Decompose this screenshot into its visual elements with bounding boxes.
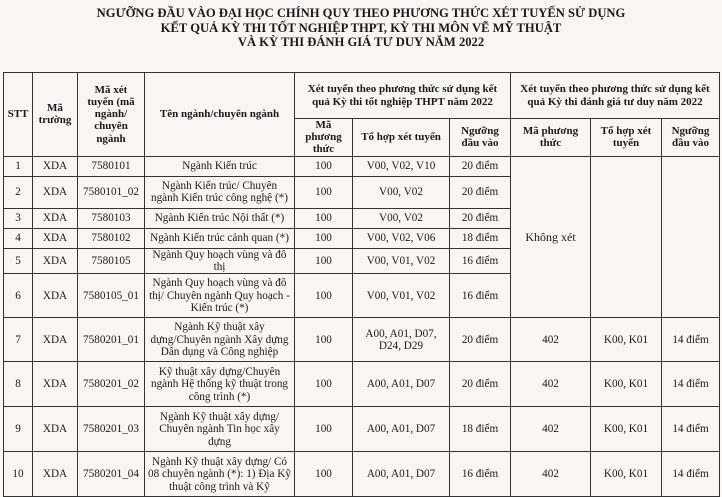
cell-major-name: Ngành Quy hoạch vùng và đô thị bbox=[145, 248, 295, 274]
not-considered-note: Không xét bbox=[511, 156, 591, 318]
table-row bbox=[4, 452, 720, 497]
header-major-name: Tên ngành/chuyên ngành bbox=[145, 73, 295, 157]
cell-method-code: 100 bbox=[295, 407, 353, 452]
cell-threshold: 18 điểm bbox=[450, 407, 511, 452]
cell-method-code-tsa: 402 bbox=[511, 318, 591, 362]
cell-method-code-tsa: 402 bbox=[511, 362, 591, 407]
cell-method-code: 100 bbox=[295, 208, 353, 228]
cell-school-code: XDA bbox=[33, 176, 78, 208]
cell-subject-combo: V00, V02 bbox=[353, 208, 450, 228]
cell-school-code: XDA bbox=[33, 452, 78, 497]
cell-major-name: Ngành Kiến trúc bbox=[145, 156, 295, 176]
cell-subject-combo: A00, A01, D07, D24, D29 bbox=[353, 318, 450, 362]
cell-stt: 2 bbox=[4, 176, 33, 208]
title-line: KẾT QUẢ KỲ THI TỐT NGHIỆP THPT, KỲ THI MÔN VẼ MỸ THUẬT bbox=[160, 20, 562, 35]
cell-threshold-tsa: 14 điểm bbox=[662, 407, 720, 452]
header-subject-combo: Tổ hợp xét tuyển bbox=[591, 119, 662, 157]
table-row bbox=[4, 362, 720, 407]
cell-school-code: XDA bbox=[33, 208, 78, 228]
cell-school-code: XDA bbox=[33, 318, 78, 362]
cell-subject-combo: V00, V02, V06 bbox=[353, 228, 450, 248]
cell-school-code: XDA bbox=[33, 228, 78, 248]
cell-threshold: 20 điểm bbox=[450, 208, 511, 228]
cell-subject-combo-tsa: K00, K01 bbox=[591, 318, 662, 362]
title-line: NGƯỠNG ĐẦU VÀO ĐẠI HỌC CHÍNH QUY THEO PHƯƠNG THỨC XÉT TUYỂN SỬ DỤNG bbox=[96, 6, 626, 20]
cell-method-code: 100 bbox=[295, 362, 353, 407]
cell-subject-combo: A00, A01, D07 bbox=[353, 407, 450, 452]
header-threshold: Ngưỡng đầu vào bbox=[450, 119, 511, 157]
cell-threshold: 18 điểm bbox=[450, 228, 511, 248]
header-subject-combo: Tổ hợp xét tuyển bbox=[353, 119, 450, 157]
cell-stt: 4 bbox=[4, 228, 33, 248]
cell-subject-combo: V00, V02 bbox=[353, 176, 450, 208]
header-admission-code: Mã xét tuyển (mã ngành/ chuyên ngành bbox=[78, 73, 145, 157]
cell-subject-combo: V00, V02, V10 bbox=[353, 156, 450, 176]
cell-subject-combo: V00, V01, V02 bbox=[353, 248, 450, 274]
cell-stt: 1 bbox=[4, 156, 33, 176]
cell-admission-code: 7580201_04 bbox=[78, 452, 145, 497]
cell-admission-code: 7580102 bbox=[78, 228, 145, 248]
cell-method-code-tsa: 402 bbox=[511, 407, 591, 452]
cell-subject-combo-tsa: K00, K01 bbox=[591, 407, 662, 452]
cell-method-code: 100 bbox=[295, 228, 353, 248]
cell-subject-combo: V00, V01, V02 bbox=[353, 274, 450, 318]
cell-stt: 8 bbox=[4, 362, 33, 407]
cell-subject-combo-tsa: K00, K01 bbox=[591, 362, 662, 407]
cell-threshold-tsa: 14 điểm bbox=[662, 452, 720, 497]
cell-major-name: Ngành Kỹ thuật xây dựng/Chuyên ngành Xây dựng Dân dụng và Công nghiệp bbox=[145, 318, 295, 362]
cell-admission-code: 7580101 bbox=[78, 156, 145, 176]
cell-subject-combo-tsa: K00, K01 bbox=[591, 452, 662, 497]
cell-threshold: 20 điểm bbox=[450, 318, 511, 362]
cell-major-name: Ngành Kỹ thuật xây dựng/ Có 08 chuyên ngành (*): 1) Địa Kỹ thuật công trình và Kỹ bbox=[145, 452, 295, 497]
cell-stt: 7 bbox=[4, 318, 33, 362]
cell-major-name: Ngành Kiến trúc cảnh quan (*) bbox=[145, 228, 295, 248]
header-stt: STT bbox=[4, 73, 33, 157]
cell-admission-code: 7580201_01 bbox=[78, 318, 145, 362]
cell-major-name: Kỹ thuật xây dựng/Chuyên ngành Hệ thống kỹ thuật trong công trình (*) bbox=[145, 362, 295, 407]
cell-school-code: XDA bbox=[33, 362, 78, 407]
document-title bbox=[0, 6, 722, 50]
cell-stt: 10 bbox=[4, 452, 33, 497]
cell-method-code: 100 bbox=[295, 176, 353, 208]
table-row bbox=[4, 156, 720, 176]
cell-threshold-tsa: 14 điểm bbox=[662, 362, 720, 407]
table-row bbox=[4, 318, 720, 362]
cell-method-code: 100 bbox=[295, 274, 353, 318]
table-row bbox=[4, 407, 720, 452]
header-group-thpt: Xét tuyển theo phương thức sử dụng kết quả Kỳ thi tốt nghiệp THPT năm 2022 bbox=[295, 73, 511, 119]
cell-threshold-tsa: 14 điểm bbox=[662, 318, 720, 362]
cell-school-code: XDA bbox=[33, 274, 78, 318]
cell-school-code: XDA bbox=[33, 407, 78, 452]
cell-method-code: 100 bbox=[295, 452, 353, 497]
cell-stt: 6 bbox=[4, 274, 33, 318]
cell-admission-code: 7580105 bbox=[78, 248, 145, 274]
header-method-code: Mã phương thức bbox=[511, 119, 591, 157]
cell-admission-code: 7580201_02 bbox=[78, 362, 145, 407]
empty-cell bbox=[591, 156, 662, 318]
cell-subject-combo: A00, A01, D07 bbox=[353, 362, 450, 407]
cell-major-name: Ngành Quy hoạch vùng và đô thị/ Chuyên ngành Quy hoạch - Kiến trúc (*) bbox=[145, 274, 295, 318]
cell-threshold: 20 điểm bbox=[450, 176, 511, 208]
cell-major-name: Ngành Kiến trúc/ Chuyên ngành Kiến trúc công nghệ (*) bbox=[145, 176, 295, 208]
cell-method-code: 100 bbox=[295, 156, 353, 176]
cell-method-code: 100 bbox=[295, 318, 353, 362]
header-group-tsa: Xét tuyển theo phương thức sử dụng kết quả Kỳ thi đánh giá tư duy năm 2022 bbox=[511, 73, 720, 119]
cell-stt: 3 bbox=[4, 208, 33, 228]
cell-stt: 9 bbox=[4, 407, 33, 452]
cell-school-code: XDA bbox=[33, 248, 78, 274]
cell-school-code: XDA bbox=[33, 156, 78, 176]
cell-major-name: Ngành Kiến trúc Nội thất (*) bbox=[145, 208, 295, 228]
cell-threshold: 20 điểm bbox=[450, 156, 511, 176]
cell-major-name: Ngành Kỹ thuật xây dựng/ Chuyên ngành Tin học xây dựng bbox=[145, 407, 295, 452]
header-threshold: Ngưỡng đầu vào bbox=[662, 119, 720, 157]
title-line: VÀ KỲ THI ĐÁNH GIÁ TƯ DUY NĂM 2022 bbox=[237, 35, 485, 49]
cell-admission-code: 7580103 bbox=[78, 208, 145, 228]
header-method-code: Mã phương thức bbox=[295, 119, 353, 157]
cell-admission-code: 7580105_01 bbox=[78, 274, 145, 318]
admissions-table bbox=[3, 72, 720, 497]
empty-cell bbox=[662, 156, 720, 318]
cell-threshold: 16 điểm bbox=[450, 248, 511, 274]
cell-threshold: 20 điểm bbox=[450, 362, 511, 407]
cell-admission-code: 7580201_03 bbox=[78, 407, 145, 452]
header-school-code: Mã trường bbox=[33, 73, 78, 157]
cell-stt: 5 bbox=[4, 248, 33, 274]
cell-subject-combo: A00, A01, D07 bbox=[353, 452, 450, 497]
cell-method-code-tsa: 402 bbox=[511, 452, 591, 497]
cell-admission-code: 7580101_02 bbox=[78, 176, 145, 208]
cell-threshold: 16 điểm bbox=[450, 452, 511, 497]
cell-method-code: 100 bbox=[295, 248, 353, 274]
cell-threshold: 16 điểm bbox=[450, 274, 511, 318]
